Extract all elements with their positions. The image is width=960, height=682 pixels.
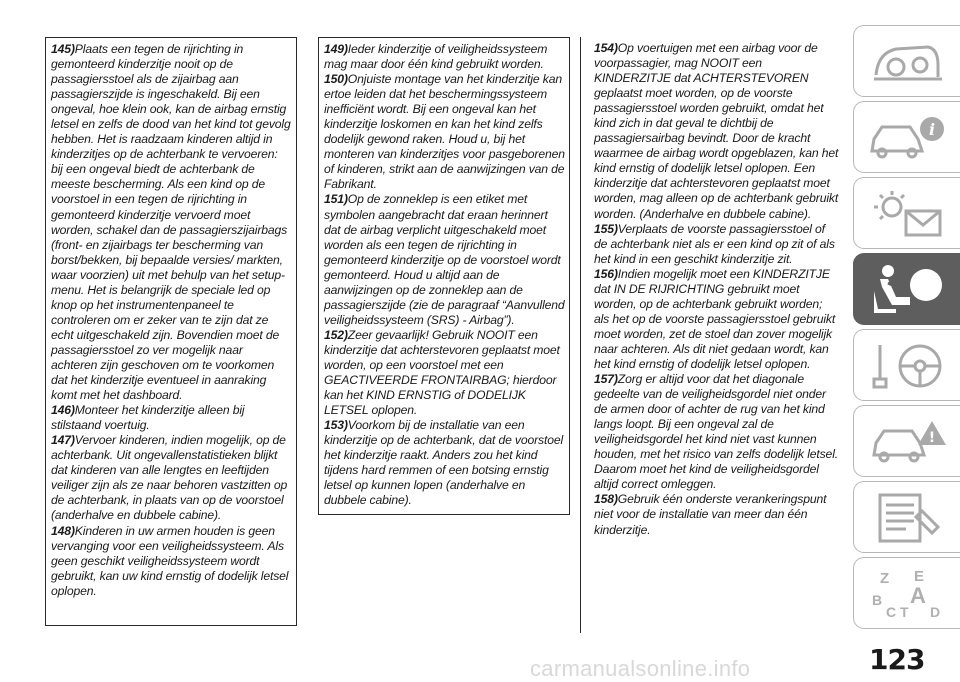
note-number: 149) [324,42,348,56]
seat-airbag-icon [866,263,948,317]
index-letter: E [914,568,925,585]
note-number: 146) [51,403,75,418]
note-number: 155) [594,221,618,236]
note-number: 154) [594,41,618,55]
index-letter: B [872,592,883,608]
warning-note [324,192,565,327]
note-text: Zeer gevaarlijk! Gebruik NOOIT een kinderzitje dat achterstevoren geplaatst moet worden, op een voorstoel met een GEACTIVEERDE FRONTAIRBAG; hierdoor kan het KIND ERNSTIG of DODELIJK LETSEL oplopen. [324,327,560,418]
note-text: Voorkom bij de installatie van een kinderzitje op de achterbank, dat de voorstoel het kinderzitje raakt. Anders zou het kind tijdens hard remmen of een botsing ernstig letsel op kunnen lopen (anderhalve en dubbele cabine). [324,418,564,508]
warning-note [324,418,565,508]
warnings-column-3 [594,37,842,538]
svg-text:!: ! [928,430,936,446]
note-text: Zorg er altijd voor dat het diagonale gedeelte van de veiligheidsgordel niet onder de armen door of achter de rug van het kind langs loopt. Bij een ongeval zal de veiligheidsgordel het kind niet vast kunnen houden, met het risico van zelfs dodelijk letsel. Daarom moet het kind de veiligheidsgordel altijd correct omleggen. [594,372,838,492]
index-letter: Z [880,570,890,587]
note-text: Op de zonneklep is een etiket met symbolen aangebracht dat eraan herinnert dat de airbag verplicht uitgeschakeld moet worden als een tegen de rijrichting in gemonteerd kinderzitje op de voorstoel wordt gemonteerd. Houd u altijd aan de aanwijzingen op de zonneklep aan de passagierszijde (zie de paragraaf “Aanvullend veiligheidssysteem (SRS) - Airbag”). [324,192,565,327]
note-number: 145) [51,42,75,56]
note-text: Plaats een tegen de rijrichting in gemonteerd kinderzitje nooit op de passagiersstoel als de zijairbag aan passagierszijde is ingeschakeld. Bij een ongeval, hoe klein ook, kan de airbag ernstig letsel en zelfs de dood van het kind tot gevolg hebben. Het is raadzaam kinderen altijd in kinderzitjes op de achterbank te vervoeren: bij een ongeval biedt de achterbank de meeste bescherming. Als een kind op de voorstoel in een tegen de rijrichting in gemonteerd kinderzitje vervoerd moet worden, schakel dan de passagierszijairbags (front- en zijairbags ter bescherming van borst/bekken, bij bepaalde versies/ markten, waar voorzien) uit met behulp van het setup-menu. Het is belangrijk de speciale led op knop op het instrumentenpaneel te controleren om er zeker van te zijn dat ze echt uitgeschakeld zijn. Bovendien moet de passagiersstoel zo ver mogelijk naar achteren zijn geschoven om te voorkomen dat het kinderzitje eventueel in aanraking komt met het dashboard. [51,42,291,403]
note-text: Op voertuigen met een airbag voor de voorpassagier, mag NOOIT een KINDERZITJE dat ACHTERSTEVOREN geplaatst moet worden, op de voorste passagiersstoel worden gebruikt, omdat het kind zich in dat geval te dichtbij de passagiersairbag bevindt. Door de kracht waarmee de airbag wordt opgeblazen, kan het kind ernstig of dodelijk letsel oplopen. Een kinderzitje dat achterstevoren geplaatst moet worden, mag alleen op de achterbank gebruikt worden. (Anderhalve en dubbele cabine). [594,41,839,221]
car-info-icon [866,111,948,165]
car-warning-icon [866,415,948,469]
dashboard-car-icon [866,35,948,89]
index-letter: T [900,604,909,620]
index-letter: C [886,604,897,620]
warning-note [51,42,292,403]
warning-note [594,492,840,537]
tab-safety[interactable] [853,253,960,325]
index-letter: D [930,604,941,620]
page-number: 123 [869,643,925,676]
note-number: 152) [324,327,348,342]
tab-car-info[interactable] [853,101,960,173]
note-text: Onjuiste montage van het kinderzitje kan ertoe leiden dat het beschermingssysteem inefficiënt wordt. Bij een ongeval kan het kinderzitje loskomen en kan het kind zelfs dodelijk gewond raken. Houd u, bij het monteren van kinderzitjes voor pasgeborenen of kinderen, strikt aan de aanwijzingen van de Fabrikant. [324,72,565,192]
note-text: Verplaats de voorste passagiersstoel of de achterbank niet als er een kind op zit of als het kind in een geschikt kinderzitje zit. [594,221,835,266]
note-number: 157) [594,372,618,387]
lights-mail-icon [866,187,948,241]
alphabetical-index-icon [866,567,948,621]
index-letter: A [910,583,926,608]
warnings-column-1 [45,37,297,626]
tab-tools[interactable] [853,329,960,401]
watermark: carmanualsonline.info [530,656,751,681]
tab-dashboard[interactable] [853,25,960,97]
note-text: Gebruik één onderste verankeringspunt niet voor de installatie van meer dan één kinderzitje. [594,492,827,537]
note-number: 158) [594,492,618,507]
warning-note [324,328,565,418]
note-number: 150) [324,72,348,87]
warning-note [51,403,292,433]
note-number: 156) [594,266,618,281]
warning-note [594,372,840,492]
warnings-column-2 [318,37,570,515]
maintenance-checklist-icon [866,491,948,545]
tab-index[interactable] [853,557,960,629]
chapter-tabs-sidebar [853,0,960,678]
svg-text:i: i [928,120,936,139]
column-divider [580,37,581,633]
tab-maintenance[interactable] [853,481,960,553]
note-number: 153) [324,418,348,433]
tab-emergency[interactable] [853,405,960,477]
tools-steering-wheel-icon [866,339,948,393]
note-text: Indien mogelijk moet een KINDERZITJE dat IN DE RIJRICHTING gebruikt moet worden, op de achterbank gebruikt worden; als het op de voorste passagiersstoel gebruikt moet worden, zet de stoel dan zover mogelijk naar achteren. Als dit niet gedaan wordt, kan het kind ernstig of dodelijk letsel oplopen. [594,266,836,371]
note-text: Vervoer kinderen, indien mogelijk, op de achterbank. Uit ongevallenstatistieken blijkt dat kinderen van alle lengtes en leeftijden veiliger zijn als ze naar behoren vastzitten op de achterbank, in plaats van op de voorstoel (anderhalve en dubbele cabine). [51,433,288,523]
note-text: Kinderen in uw armen houden is geen vervanging voor een veiligheidssysteem. Als geen geschikt veiligheidssysteem wordt gebruikt, kan uw kind ernstig of dodelijk letsel oplopen. [51,523,289,598]
warning-note [51,524,292,599]
note-text: Monteer het kinderzitje alleen bij stilstaand voertuig. [51,403,245,433]
note-number: 151) [324,192,348,207]
warning-note [324,72,565,192]
note-number: 147) [51,433,75,448]
tab-lights-mail[interactable] [853,177,960,249]
note-text: Ieder kinderzitje of veiligheidssysteem mag maar door één kind gebruikt worden. [324,42,548,72]
warning-note [594,267,840,372]
warning-note [51,433,292,523]
warning-note [324,42,565,72]
note-number: 148) [51,523,75,538]
warning-note [594,222,840,267]
warning-note [594,41,840,222]
